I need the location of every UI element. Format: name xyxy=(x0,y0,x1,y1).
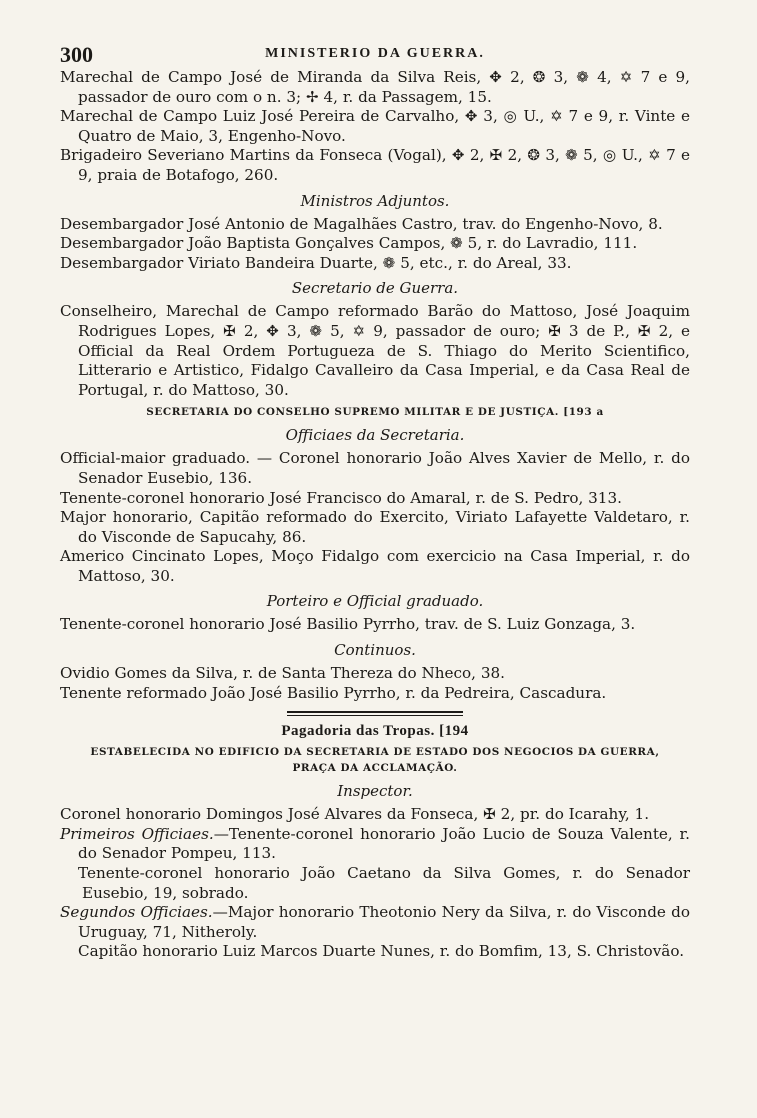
entry-inspector: Coronel honorario Domingos José Alvares da Fonseca, ✠ 2, pr. do Icarahy, 1. xyxy=(60,805,650,824)
section-title-secretaria: SECRETARIA DO CONSELHO SUPREMO MILITAR E DE JUSTIÇA. [193 a xyxy=(146,406,604,419)
document-page xyxy=(60,42,690,962)
page-number: 300 xyxy=(60,42,93,67)
page-header xyxy=(60,42,690,68)
pagadoria-subtitle-2: PRAÇA DA ACCLAMAÇÃO. xyxy=(292,762,458,775)
heading-ministros-adjuntos: Ministros Adjuntos. xyxy=(300,191,450,210)
heading-secretario-guerra: Secretario de Guerra. xyxy=(291,279,459,298)
segundos-label: Segundos Officiaes. xyxy=(60,903,213,922)
entry-continuo-1: Ovidio Gomes da Silva, r. de Santa Thereza do Nheco, 38. xyxy=(60,664,505,683)
segundos-text-1: —Major honorario Theotonio Nery da Silva, r. do Visconde do Uruguay, 71, Nitheroly. xyxy=(78,903,690,941)
section-divider xyxy=(287,711,463,713)
heading-porteiro: Porteiro e Official graduado. xyxy=(266,592,484,611)
entry-segundos-officiaes xyxy=(60,903,690,942)
running-head: MINISTERIO DA GUERRA. xyxy=(265,46,485,61)
entry-marechal-carvalho: Marechal de Campo Luiz José Pereira de Carvalho, ✥ 3, ◎ U., ✡ 7 e 9, r. Vinte e Quatro de Maio, 3, Engenho-Novo. xyxy=(60,107,690,145)
entry-official-3: Major honorario, Capitão reformado do Exercito, Viriato Lafayette Valdetaro, r. do Visconde de Sapucahy, 86. xyxy=(60,508,690,546)
heading-continuos: Continuos. xyxy=(334,641,416,660)
primeiros-label: Primeiros Officiaes. xyxy=(60,824,214,843)
entry-primeiros-officiaes xyxy=(60,825,690,864)
section-title-pagadoria: Pagadoria das Tropas. [194 xyxy=(281,723,469,740)
entry-ministro-1: Desembargador José Antonio de Magalhães Castro, trav. do Engenho-Novo, 8. xyxy=(60,214,663,233)
entry-official-2: Tenente-coronel honorario José Francisco do Amaral, r. de S. Pedro, 313. xyxy=(60,488,622,507)
entry-official-4: Americo Cincinato Lopes, Moço Fidalgo com exercicio na Casa Imperial, r. do Mattoso, 30. xyxy=(60,547,690,585)
entry-secretario: Conselheiro, Marechal de Campo reformado Barão do Mattoso, José Joaquim Rodrigues Lopes, ✠ 2, ✥ 3, ❁ 5, ✡ 9, passador de ouro; ✠ 3 de P., ✠ 2, e Official da Real Ordem Portugueza de S. Thiago do Merito Scientifico, Litterario e Artistico, Fidalgo Cavalleiro da Casa Imperial, e da Casa Real de Portugal, r. do Mattoso, 30. xyxy=(60,302,690,399)
entry-segundo-2: Capitão honorario Luiz Marcos Duarte Nunes, r. do Bomfim, 13, S. Christovão. xyxy=(78,942,685,961)
entry-ministro-3: Desembargador Viriato Bandeira Duarte, ❁ 5, etc., r. do Areal, 33. xyxy=(60,253,572,272)
entry-brigadeiro-fonseca: Brigadeiro Severiano Martins da Fonseca (Vogal), ✥ 2, ✠ 2, ❂ 3, ❁ 5, ◎ U., ✡ 7 e 9, praia de Botafogo, 260. xyxy=(60,146,690,184)
heading-inspector: Inspector. xyxy=(337,782,413,801)
entry-marechal-miranda: Marechal de Campo José de Miranda da Silva Reis, ✥ 2, ❂ 3, ❁ 4, ✡ 7 e 9, passador de ouro com o n. 3; ✢ 4, r. da Passagem, 15. xyxy=(60,68,690,106)
entry-continuo-2: Tenente reformado João José Basilio Pyrrho, r. da Pedreira, Cascadura. xyxy=(60,683,607,702)
heading-officiaes-secretaria: Officiaes da Secretaria. xyxy=(285,426,465,445)
entry-primeiro-2: Tenente-coronel honorario João Caetano da Silva Gomes, r. do Senador Eusebio, 19, sobrado. xyxy=(78,864,690,902)
entry-official-1: Official-maior graduado. — Coronel honorario João Alves Xavier de Mello, r. do Senador Eusebio, 136. xyxy=(60,449,690,487)
entry-ministro-2: Desembargador João Baptista Gonçalves Campos, ❁ 5, r. do Lavradio, 111. xyxy=(60,234,638,253)
pagadoria-subtitle-1: ESTABELECIDA NO EDIFICIO DA SECRETARIA DE ESTADO DOS NEGOCIOS DA GUERRA, xyxy=(90,746,660,759)
primeiros-text-1: —Tenente-coronel honorario João Lucio de Souza Valente, r. do Senador Pompeu, 113. xyxy=(78,824,690,863)
entry-porteiro: Tenente-coronel honorario José Basilio Pyrrho, trav. de S. Luiz Gonzaga, 3. xyxy=(60,615,636,634)
